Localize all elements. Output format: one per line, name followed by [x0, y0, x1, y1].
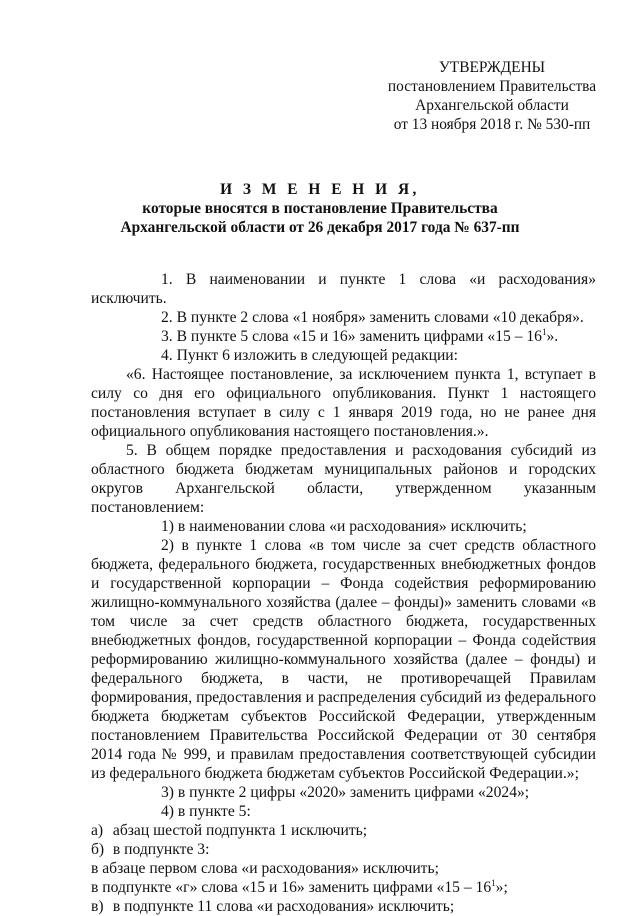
approval-line-4: от 13 ноября 2018 г. № 530-пп — [393, 116, 591, 133]
item-4: 4. Пункт 6 изложить в следующей редакции: — [161, 347, 458, 364]
approval-line-3: Архангельской области — [415, 97, 569, 114]
approval-stamp — [372, 58, 612, 134]
item-5-4-b-2: в подпункте «г» слова «15 и 16» заменить цифрами «$15 - 16^1$»; — [91, 877, 508, 896]
item-1: 1. В наименовании и пункте 1 слова «и расходования» исключить. — [91, 271, 596, 307]
item-4-quote: «6. Настоящее постановление, за исключением пункта 1, вступает в силу со дня его официального опубликования. Пункт 1 настоящего постановления вступает в силу с 1 января 2019 года, но не ранее дня официального опубликования настоящего постановления.». — [91, 366, 596, 440]
approval-line-2: постановлением Правительства — [387, 78, 597, 95]
item-5-1: 1) в наименовании слова «и расходования» исключить; — [161, 518, 527, 535]
item-5-4: 4) в пункте 5: — [161, 803, 251, 820]
item-5-4-b-1: в абзаце первом слова «и расходования» исключить; — [91, 860, 439, 877]
item-5-4-c: в) в подпункте 11 слова «и расходования» исключить; — [91, 898, 455, 915]
item-5-2: 2) в пункте 1 слова «в том числе за счет средств областного бюджета, федерального бюджета, государственных внебюджетных фондов и государственной корпорации – Фонда содействия реформированию жилищно-коммунального хозяйства (далее – фонды)» заменить словами «в том числе за счет средств областного бюджета, государственных внебюджетных фондов, государственной корпорации – Фонда содействия реформированию жилищно-коммунального хозяйства (далее – фонды) и федерального бюджета, в части, не противоречащей Правилам формирования, предоставления и распределения субсидий из федерального бюджета бюджетам субъектов Российской Федерации, утвержденным постановлением Правительства Российской Федерации от 30 сентября 2014 года № 999, и правилам предоставления соответствующей субсидии из федерального бюджета бюджетам субъектов Российской Федерации.»; — [91, 537, 596, 782]
approval-line-1: УТВЕРЖДЕНЫ — [438, 59, 546, 76]
heading-line-2: которые вносятся в постановление Правительства — [142, 200, 498, 217]
item-2: 2. В пункте 2 слова «1 ноября» заменить словами «10 декабря». — [161, 309, 584, 326]
item-5-3: 3) в пункте 2 цифры «2020» заменить цифрами «2024»; — [161, 784, 530, 801]
item-5: 5. В общем порядке предоставления и расходования субсидий из областного бюджета бюджетам муниципальных районов и городских округов Архангельской области, утвержденном указанным постановлением: — [91, 442, 596, 516]
document-heading — [60, 180, 580, 237]
document-body — [91, 270, 596, 916]
heading-title: И З М Е Н Е Н И Я, — [220, 181, 420, 198]
item-5-4-b: б) в подпункте 3: — [91, 841, 210, 858]
item-3: 3. В пункте 5 слова «15 и 16» заменить цифрами «$15 - 16^1$». — [161, 326, 559, 345]
item-5-4-a: а) абзац шестой подпункта 1 исключить; — [91, 822, 368, 839]
heading-line-3: Архангельской области от 26 декабря 2017 года № 637-пп — [120, 219, 520, 236]
